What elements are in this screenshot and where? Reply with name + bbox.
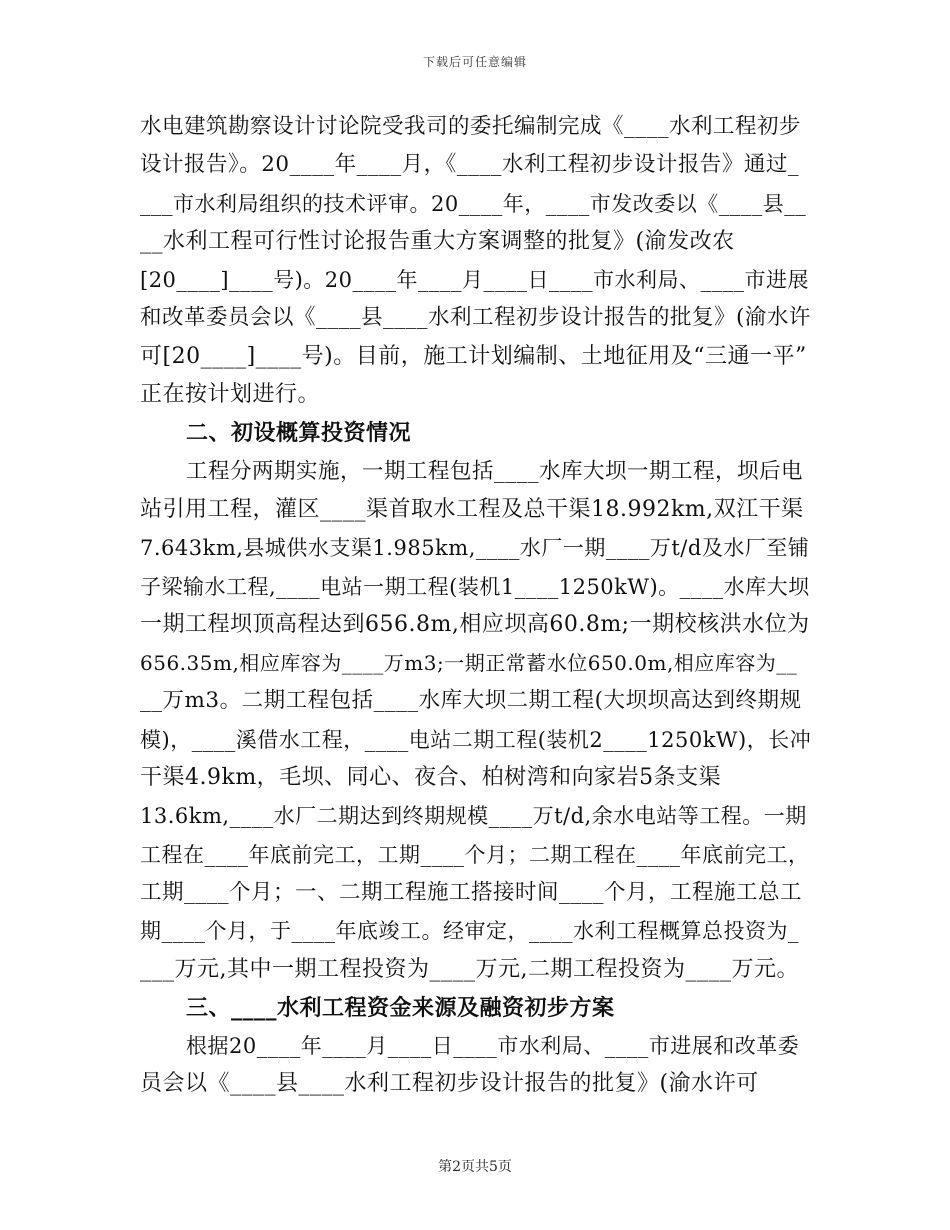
text-line: 水电建筑勘察设计讨论院受我司的委托编制完成《____水利工程初步 [140, 114, 802, 139]
text-line: ___市水利局组织的技术评审。20____年，____市发改委以《____县__ [140, 191, 807, 216]
text-line: 7.643km,县城供水支渠1.985km,____水厂一期____万t/d及水厂至铺 [140, 536, 810, 561]
text-line: 可[20____]____号)。目前，施工计划编制、土地征用及“三通一平” [140, 343, 807, 369]
paragraph-first-line: 工程分两期实施，一期工程包括____水库大坝一期工程，坝后电 [186, 458, 804, 484]
text-line: 模)，____溪借水工程，____电站二期工程(装机2____1250kW)，长冲 [140, 727, 812, 752]
text-line: 期____个月，于____年底竣工。经审定，____水利工程概算总投资为_ [140, 919, 799, 944]
text-line: 子梁输水工程,____电站一期工程(装机1____1250kW)。____水库大坝 [140, 574, 810, 599]
text-line: 正在按计划进行。 [140, 382, 321, 408]
page-footer: 第2页共5页 [438, 1159, 512, 1175]
text-line: 工期____个月；一、二期工程施工搭接时间____个月，工程施工总工 [140, 879, 803, 905]
text-line: 和改革委员会以《____县____水利工程初步设计报告的批复》(渝水许 [140, 305, 811, 331]
text-line: 员会以《____县____水利工程初步设计报告的批复》(渝水许可 [140, 1071, 759, 1097]
section-heading: 三、____水利工程资金来源及融资初步方案 [186, 994, 615, 1021]
section-heading: 二、初设概算投资情况 [186, 420, 412, 447]
text-line: 设计报告》。20____年____月，《____水利工程初步设计报告》通过_ [140, 152, 800, 178]
text-line: 干渠4.9km，毛坝、同心、夜合、柏树湾和向家岩5条支渠 [140, 765, 722, 791]
text-line: ___万元,其中一期工程投资为____万元,二期工程投资为____万元。 [140, 956, 799, 982]
paragraph-first-line: 根据20____年____月____日____市水利局、____市进展和改革委 [186, 1034, 800, 1059]
text-line: 656.35m,相应库容为____万m3;一期正常蓄水位650.0m,相应库容为__ [140, 651, 798, 676]
text-line: __万m3。二期工程包括____水库大坝二期工程(大坝坝高达到终期规 [140, 688, 802, 714]
text-line: 13.6km,____水厂二期达到终期规模____万t/d,余水电站等工程。一期 [140, 804, 807, 829]
text-line: 工程在____年底前完工，工期____个月；二期工程在____年底前完工， [140, 842, 810, 867]
text-line: [20____]____号)。20____年____月____日____市水利局、____市进展 [140, 268, 810, 293]
text-line: __水利工程可行性讨论报告重大方案调整的批复》(渝发改农 [140, 228, 735, 254]
text-line: 一期工程坝顶高程达到656.8m,相应坝高60.8m;一期校核洪水位为 [140, 611, 810, 637]
document-body [140, 108, 812, 1104]
page-header: 下载后可任意编辑 [422, 55, 527, 69]
text-line: 站引用工程，灌区____渠首取水工程及总干渠18.992km,双江干渠 [140, 496, 804, 522]
